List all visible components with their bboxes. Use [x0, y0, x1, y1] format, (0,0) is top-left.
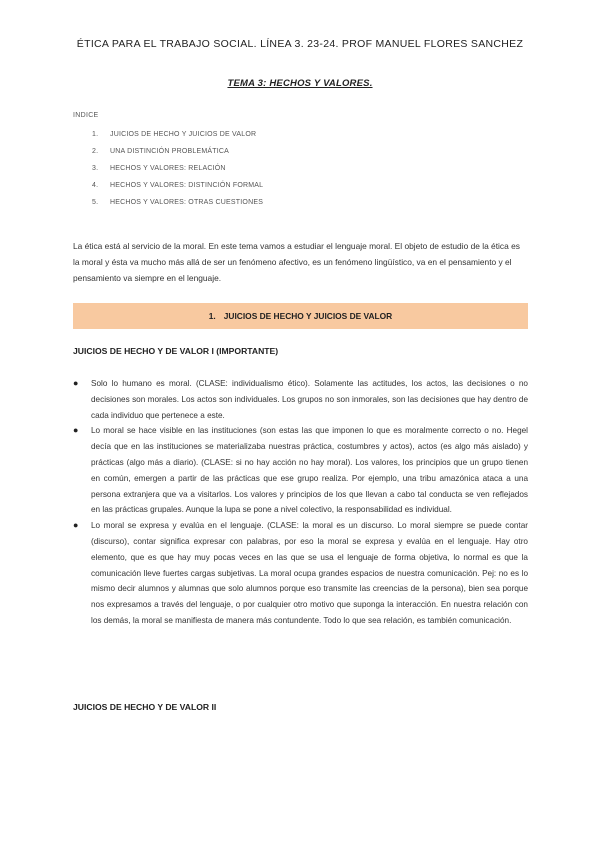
section-title: JUICIOS DE HECHO Y JUICIOS DE VALOR	[223, 311, 393, 321]
toc-item-label: HECHOS Y VALORES: DISTINCIÓN FORMAL	[110, 182, 264, 189]
toc-item	[92, 194, 263, 211]
toc-item-number: 2.	[92, 148, 99, 155]
toc-item	[92, 143, 263, 160]
indice-label: INDICE	[73, 112, 99, 119]
toc-item	[92, 126, 263, 143]
subheading: JUICIOS DE HECHO Y DE VALOR II	[73, 702, 217, 712]
bullet-item	[73, 518, 528, 629]
toc-item-label: HECHOS Y VALORES: OTRAS CUESTIONES	[110, 199, 264, 206]
document-header: ÉTICA PARA EL TRABAJO SOCIAL. LÍNEA 3. 23-24. PROF MANUEL FLORES SANCHEZ	[76, 38, 524, 50]
intro-paragraph: La ética está al servicio de la moral. En este tema vamos a estudiar el lenguaje moral. El objeto de estudio de la ética es la moral y ésta va mucho más allá de ser un fenómeno afectivo, es un fenómeno lingüístico, va en el pensamiento y el pensamiento va siempre en el lenguaje.	[73, 241, 520, 283]
bullet-item	[73, 376, 528, 423]
toc-item-label: HECHOS Y VALORES: RELACIÓN	[110, 165, 226, 172]
bullet-text: Lo moral se hace visible en las instituciones (son estas las que imponen lo que es moralmente correcto o no. Hegel decía que en las instituciones se materializaba nuestras práctica, costumbres y actos), actos (es algo más aislado) y prácticas (algo más a diario). (CLASE: si no hay acción no hay moral). Los valores, los principios que un grupo tienen en común, emergen a partir de las prácticas que ese grupo realiza. Por ejemplo, una tribu amazónica ataca a una persona extranjera que va a visitarlos. Los valores y principios de los que llevan a cabo tal conducta se ven reflejados en las prácticas grupales. Aunque la lupa se pone a nivel colectivo, la responsabilidad es individual.	[91, 426, 528, 515]
toc-item-label: UNA DISTINCIÓN PROBLEMÁTICA	[110, 148, 229, 155]
toc-item	[92, 177, 263, 194]
bullet-list	[73, 376, 528, 629]
toc-item-number: 5.	[92, 199, 99, 206]
toc-item-number: 3.	[92, 165, 99, 172]
section-number: 1.	[208, 311, 216, 321]
subheading: JUICIOS DE HECHO Y DE VALOR I (IMPORTANTE)	[73, 346, 279, 356]
bullet-dot-icon: ●	[73, 520, 79, 531]
bullet-text: Lo moral se expresa y evalúa en el lenguaje. (CLASE: la moral es un discurso. Lo moral siempre se puede contar (discurso), contar significa expresar con palabras, por eso la moral se expresa y evalúa en el lenguaje. Hay otro elemento, que es que hay muy pocas veces en las que se usa el lenguaje de forma objetiva, lo normal es que la comunicación lleve fuertes cargas subjetivas. La moral ocupa grandes espacios de nuestra comunicación. Pej: no es lo mismo decir alumnos y alumnas que solo alumnos porque eso transmite las creencias de la persona), bien sea porque nos expresamos a través del lenguaje, o por cualquier otro motivo que suponga la interacción. En nuestra relación con los demás, la moral se manifiesta de manera más contundente. Todo lo que sea relación, es también comunicación.	[91, 521, 528, 625]
table-of-contents	[92, 126, 263, 211]
toc-item-label: JUICIOS DE HECHO Y JUICIOS DE VALOR	[110, 131, 257, 138]
section-heading-bar	[73, 303, 528, 329]
bullet-dot-icon: ●	[73, 378, 79, 388]
bullet-item	[73, 423, 528, 518]
toc-item-number: 1.	[92, 131, 99, 138]
tema-title: TEMA 3: HECHOS Y VALORES.	[227, 78, 373, 89]
toc-item-number: 4.	[92, 182, 99, 189]
bullet-dot-icon: ●	[73, 425, 79, 436]
bullet-text: Solo lo humano es moral. (CLASE: individualismo ético). Solamente las actitudes, los actos, las decisiones o no decisiones son morales. Los actos son individuales. Los grupos no son inmorales, son las decisiones que hay dentro de cada individuo que pertenece a este.	[91, 379, 528, 420]
toc-item	[92, 160, 263, 177]
